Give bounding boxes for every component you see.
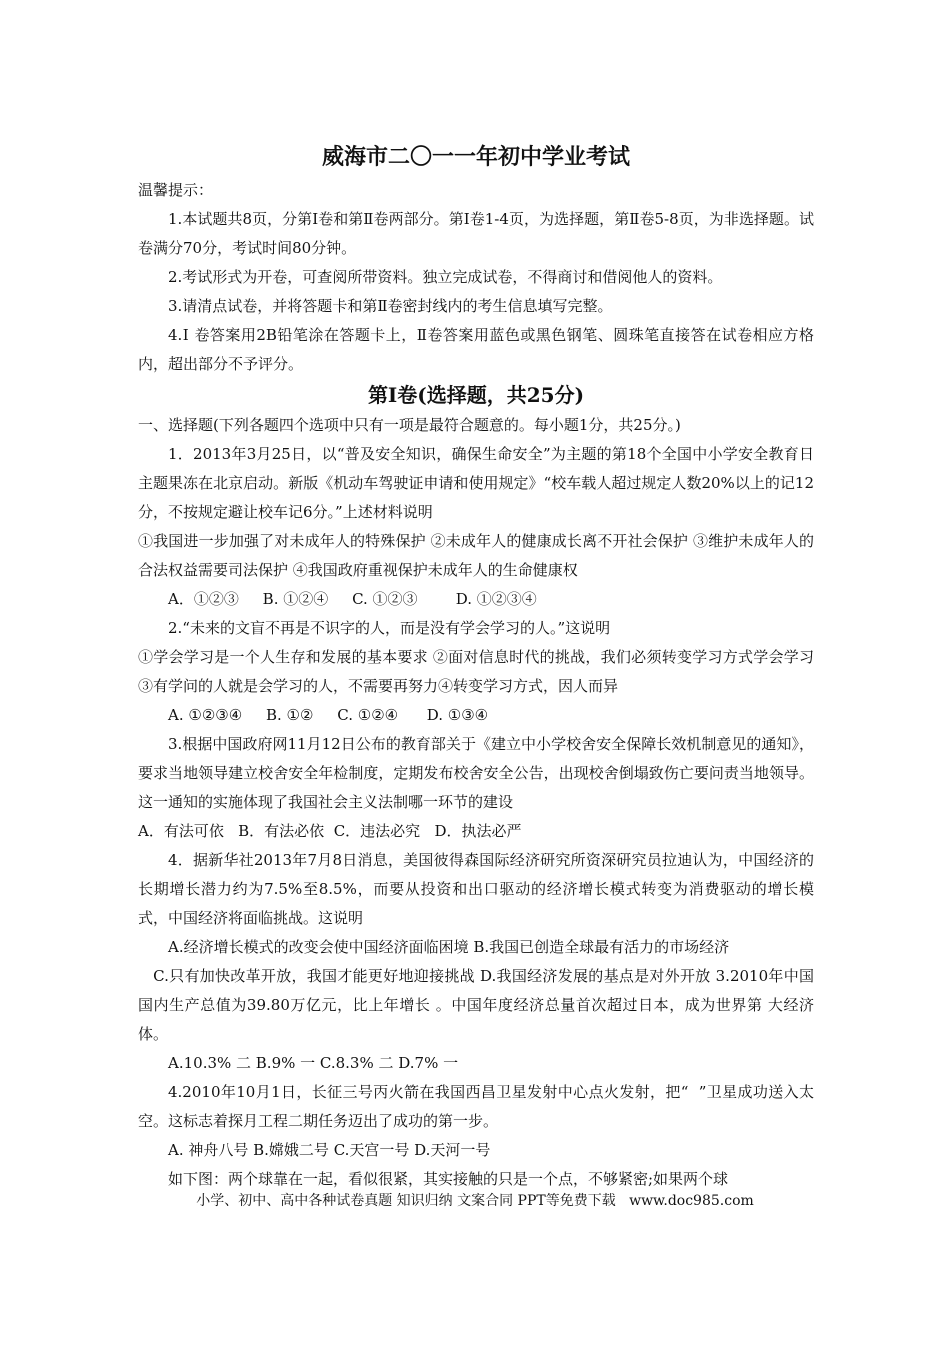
document-body <box>138 140 814 1194</box>
question-6-stem: 如下图：两个球靠在一起，看似很紧，其实接触的只是一个点，不够紧密;如果两个球 <box>168 1170 729 1188</box>
question-2-statements: ①学会学习是一个人生存和发展的基本要求 ②面对信息时代的挑战，我们必须转变学习方式学会学习 ③有学问的人就是会学习的人，不需要再努力④转变学习方式，因人而异 <box>138 648 814 695</box>
question-4-stem: 4．据新华社2013年7月8日消息，美国彼得森国际经济研究所资深研究员拉迪认为，中国经济的长期增长潜力约为7.5%至8.5%，而要从投资和出口驱动的经济增长模式转变为消费驱动的增长模式，中国经济将面临挑战。这说明 <box>138 851 814 927</box>
notice-item-3: 3.请清点试卷，并将答题卡和第Ⅱ卷密封线内的考生信息填写完整。 <box>168 297 613 315</box>
question-5-options: A. 神舟八号 B.嫦娥二号 C.天宫一号 D.天河一号 <box>168 1141 491 1159</box>
question-4-option-line-1: A.经济增长模式的改变会使中国经济面临困境 B.我国已创造全球最有活力的市场经济 <box>168 938 730 956</box>
notice-item-2: 2.考试形式为开卷，可查阅所带资料。独立完成试卷，不得商讨和借阅他人的资料。 <box>168 268 723 286</box>
notice-item-4: 4.Ⅰ 卷答案用2B铅笔涂在答题卡上，Ⅱ卷答案用蓝色或黑色钢笔、圆珠笔直接答在试卷相应方格内，超出部分不予评分。 <box>138 326 814 373</box>
question-4-option-line-2: C.只有加快改革开放，我国才能更好地迎接挑战 D.我国经济发展的基点是对外开放 3.2010年中国国内生产总值为39.80万亿元，比上年增长 。中国年度经济总量首次超过日本，成为世界第 大经济体。 <box>138 967 814 1043</box>
section-instruction: 一、选择题(下列各题四个选项中只有一项是最符合题意的。每小题1分，共25分。) <box>138 416 681 434</box>
question-4b-options: A.10.3% 二 B.9% 一 C.8.3% 二 D.7% 一 <box>168 1054 459 1072</box>
page-title: 威海市二〇一一年初中学业考试 <box>321 144 630 170</box>
page-footer: 小学、初中、高中各种试卷真题 知识归纳 文案合同 PPT等免费下载 www.doc985.com <box>196 1193 754 1209</box>
question-1-statements: ①我国进一步加强了对未成年人的特殊保护 ②未成年人的健康成长离不开社会保护 ③维护未成年人的合法权益需要司法保护 ④我国政府重视保护未成年人的生命健康权 <box>138 532 814 579</box>
question-1-options: A．①②③ B. ①②④ C. ①②③ D. ①②③④ <box>168 590 537 608</box>
question-3-options: A．有法可依 B．有法必依 C．违法必究 D．执法必严 <box>138 822 522 840</box>
question-3-stem: 3.根据中国政府网11月12日公布的教育部关于《建立中小学校舍安全保障长效机制意见的通知》，要求当地领导建立校舍安全年检制度，定期发布校舍安全公告，出现校舍倒塌致伤亡要问责当地领导。 这一通知的实施体现了我国社会主义法制哪一环节的建设 <box>138 735 814 811</box>
notice-heading: 温馨提示： <box>138 181 214 199</box>
section-title: 第Ⅰ卷(选择题，共25分) <box>367 383 585 407</box>
question-5-stem: 4.2010年10月1日，长征三号丙火箭在我国西昌卫星发射中心点火发射，把“ ”卫星成功送入太空。这标志着探月工程二期任务迈出了成功的第一步。 <box>138 1083 814 1130</box>
notice-item-1: 1.本试题共8页，分第Ⅰ卷和第Ⅱ卷两部分。第Ⅰ卷1-4页，为选择题，第Ⅱ卷5-8页，为非选择题。试卷满分70分，考试时间80分钟。 <box>138 210 814 257</box>
question-1-stem: 1．2013年3月25日，以“普及安全知识，确保生命安全”为主题的第18个全国中小学安全教育日主题果冻在北京启动。新版《机动车驾驶证申请和使用规定》“校车载人超过规定人数20%以上的记12分，不按规定避让校车记6分。”上述材料说明 <box>138 445 814 521</box>
question-2-options: A. ①②③④ B. ①② C. ①②④ D. ①③④ <box>168 706 489 724</box>
question-2-stem: 2.“未来的文盲不再是不识字的人，而是没有学会学习的人。”这说明 <box>168 619 611 637</box>
